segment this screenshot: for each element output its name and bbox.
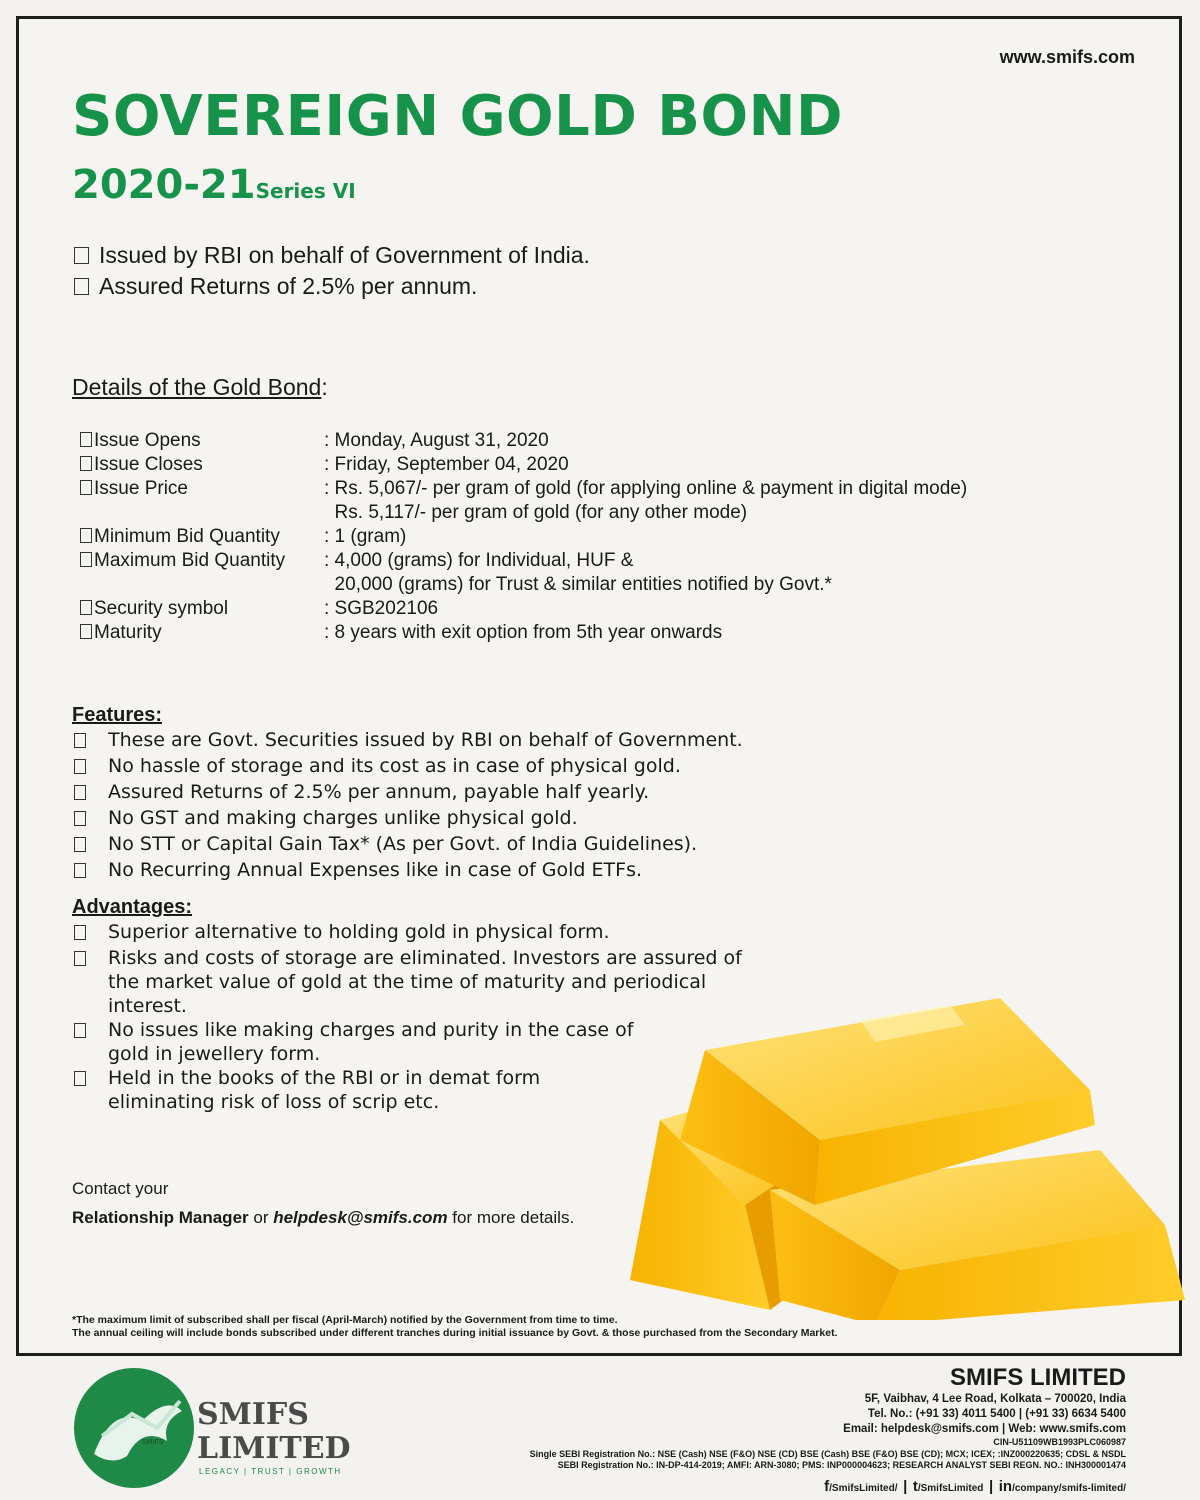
detail-row: Issue Closes : Friday, September 04, 2020 bbox=[80, 453, 967, 477]
checkbox-icon bbox=[80, 528, 92, 543]
contact-details: Relationship Manager or helpdesk@smifs.com for more details. bbox=[72, 1208, 575, 1227]
sebi-registration-2: SEBI Registration No.: IN-DP-414-2019; AMFI: ARN-3080; PMS: INP000004623; RESEARCH ANALYST SEBI REGN. NO.: INH300001474 bbox=[557, 1460, 1126, 1470]
facebook-icon: f bbox=[824, 1477, 830, 1495]
checkbox-icon bbox=[74, 759, 86, 774]
checkbox-icon bbox=[74, 247, 89, 264]
website-link[interactable]: www.smifs.com bbox=[999, 47, 1135, 67]
checkbox-icon bbox=[80, 600, 92, 615]
linkedin-link[interactable]: in/company/smifs-limited/ bbox=[998, 1477, 1126, 1495]
details-table bbox=[80, 429, 967, 645]
logo-line1: SMIFS bbox=[197, 1397, 309, 1432]
logo-tagline: LEGACY | TRUST | GROWTH bbox=[199, 1467, 342, 1476]
logo-badge: SMIFS bbox=[142, 1439, 164, 1446]
helpdesk-email-link[interactable]: helpdesk@smifs.com bbox=[273, 1208, 448, 1227]
checkbox-icon bbox=[80, 624, 92, 639]
checkbox-icon bbox=[74, 811, 86, 826]
sebi-registration: Single SEBI Registration No.: NSE (Cash) NSE (F&O) NSE (CD) BSE (Cash) BSE (F&O) BSE (CD); MCX; ICEX; :INZ000220635; CDSL & NSDL bbox=[529, 1448, 1126, 1459]
gold-bars-illustration bbox=[620, 980, 1190, 1320]
checkbox-icon bbox=[74, 785, 86, 800]
company-tel: Tel. No.: (+91 33) 4011 5400 | (+91 33) 6634 5400 bbox=[867, 1408, 1126, 1420]
detail-row: Maximum Bid Quantity : 4,000 (grams) for Individual, HUF & bbox=[80, 549, 967, 573]
contact-line: Contact your bbox=[72, 1179, 169, 1198]
features-list bbox=[74, 728, 854, 884]
checkbox-icon bbox=[80, 552, 92, 567]
company-email-web: Email: helpdesk@smifs.com | Web: www.smifs.com bbox=[843, 1423, 1126, 1435]
list-item: No GST and making charges unlike physical gold. bbox=[74, 806, 854, 832]
company-info bbox=[530, 1364, 1126, 1495]
detail-row: 20,000 (grams) for Trust & similar entities notified by Govt.* bbox=[324, 574, 832, 595]
list-item: No STT or Capital Gain Tax* (As per Govt. of India Guidelines). bbox=[74, 832, 854, 858]
twitter-icon: t bbox=[912, 1477, 918, 1495]
intro-item: Issued by RBI on behalf of Government of India. bbox=[74, 240, 590, 271]
footnote: *The maximum limit of subscribed shall per fiscal (April-March) notified by the Government from time to time. The annual ceiling will include bonds subscribed under different tranches during initial issuance by Govt. & those purchased from the Secondary Market. bbox=[72, 1314, 838, 1339]
details-heading: Details of the Gold Bond: bbox=[72, 374, 328, 400]
detail-row: Maturity : 8 years with exit option from 5th year onwards bbox=[80, 621, 967, 645]
list-item: Risks and costs of storage are eliminated. Investors are assured of the market value of gold at the time of maturity and periodical interest. bbox=[74, 946, 754, 1018]
checkbox-icon bbox=[74, 1023, 86, 1038]
detail-row: Security symbol : SGB202106 bbox=[80, 597, 967, 621]
company-address: 5F, Vaibhav, 4 Lee Road, Kolkata – 700020, India bbox=[864, 1393, 1126, 1405]
list-item: These are Govt. Securities issued by RBI on behalf of Government. bbox=[74, 728, 854, 754]
checkbox-icon bbox=[74, 951, 86, 966]
smifs-logo bbox=[72, 1366, 362, 1490]
list-item: Held in the books of the RBI or in demat form eliminating risk of loss of scrip etc. bbox=[74, 1066, 574, 1114]
page-subtitle bbox=[72, 162, 356, 208]
checkbox-icon bbox=[80, 480, 92, 495]
linkedin-icon: in bbox=[998, 1477, 1013, 1495]
list-item: No hassle of storage and its cost as in case of physical gold. bbox=[74, 754, 854, 780]
series-label: Series VI bbox=[255, 179, 356, 203]
company-name: SMIFS LIMITED bbox=[950, 1364, 1126, 1391]
checkbox-icon bbox=[74, 278, 89, 295]
facebook-link[interactable]: f/SmifsLimited/ bbox=[824, 1477, 898, 1495]
checkbox-icon bbox=[74, 837, 86, 852]
checkbox-icon bbox=[74, 863, 86, 878]
checkbox-icon bbox=[80, 456, 92, 471]
social-links: f/SmifsLimited/ | t/SmifsLimited | in/company/smifs-limited/ bbox=[824, 1477, 1126, 1495]
twitter-link[interactable]: t/SmifsLimited bbox=[912, 1477, 984, 1495]
intro-item: Assured Returns of 2.5% per annum. bbox=[74, 271, 590, 302]
company-cin: CIN-U51109WB1993PLC060987 bbox=[993, 1437, 1126, 1447]
advantages-heading: Advantages: bbox=[72, 896, 193, 918]
list-item: Superior alternative to holding gold in physical form. bbox=[74, 920, 774, 946]
year-label: 2020-21 bbox=[72, 162, 256, 208]
checkbox-icon bbox=[74, 1071, 86, 1086]
detail-row: Minimum Bid Quantity : 1 (gram) bbox=[80, 525, 967, 549]
detail-row: Issue Opens : Monday, August 31, 2020 bbox=[80, 429, 967, 453]
logo-line2: LIMITED bbox=[197, 1431, 351, 1466]
detail-row: Issue Price : Rs. 5,067/- per gram of gold (for applying online & payment in digital mode) bbox=[80, 477, 967, 501]
intro-list bbox=[74, 240, 590, 302]
checkbox-icon bbox=[74, 925, 86, 940]
checkbox-icon bbox=[74, 733, 86, 748]
list-item: No Recurring Annual Expenses like in case of Gold ETFs. bbox=[74, 858, 854, 884]
list-item: Assured Returns of 2.5% per annum, payable half yearly. bbox=[74, 780, 854, 806]
features-heading: Features: bbox=[72, 704, 163, 726]
detail-row: Rs. 5,117/- per gram of gold (for any other mode) bbox=[324, 502, 748, 523]
page-title: SOVEREIGN GOLD BOND bbox=[72, 84, 843, 149]
list-item: No issues like making charges and purity in the case of gold in jewellery form. bbox=[74, 1018, 644, 1066]
checkbox-icon bbox=[80, 432, 92, 447]
